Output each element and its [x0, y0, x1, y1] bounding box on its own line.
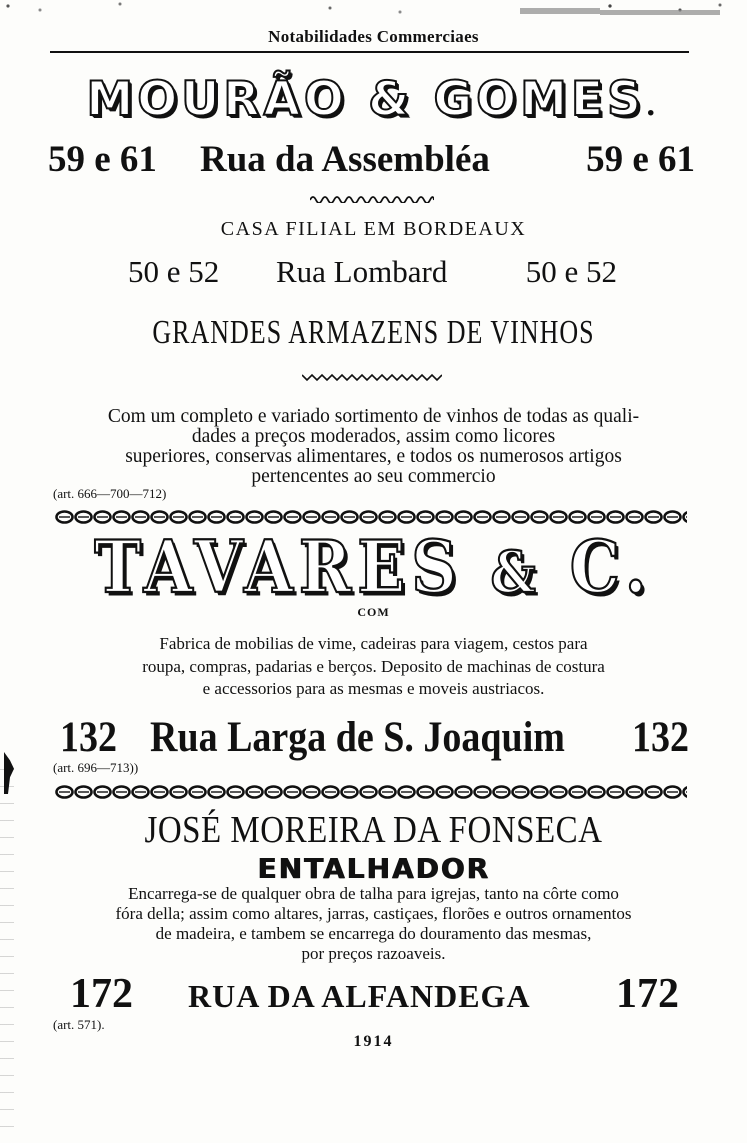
ad3-description-line: Encarrega-se de qualquer obra de talha para igrejas, tanto na côrte como: [128, 884, 619, 903]
ad1-description-line: superiores, conservas alimentares, e todos os numerosos artigos: [125, 446, 622, 467]
ad2-description-line: roupa, compras, padarias e berços. Deposito de machinas de costura: [142, 656, 605, 676]
ad2-business-name: [0, 524, 747, 609]
ad3-description-line: de madeira, e tambem se encarrega do douramento das mesmas,: [155, 924, 592, 943]
ad1-address-number-left: 59 e 61: [48, 139, 157, 180]
scan-mark: [600, 10, 720, 15]
ad1-branch-heading: CASA FILIAL EM BORDEAUX: [220, 218, 527, 240]
ad1-article-reference: (art. 666—700—712): [53, 486, 167, 501]
ad2-name-main: TAVARES: [94, 524, 463, 610]
chain-divider: [55, 783, 687, 801]
page-header-title: Notabilidades Commerciaes: [268, 27, 479, 46]
ornament-squiggle: [302, 372, 442, 382]
ad2-address-street: Rua Larga de S. Joaquim: [150, 713, 565, 762]
ad1-branch-number-left: 50 e 52: [128, 254, 220, 289]
ad3-description-line: fóra della; assim como altares, jarras, castiçaes, florões e outros ornamentos: [115, 904, 632, 923]
ad3-address-line: [70, 970, 679, 1020]
ad3-article-reference: (art. 571).: [53, 1017, 105, 1032]
ad2-address-number-left: 132: [60, 713, 117, 762]
header-rule: [50, 51, 689, 53]
ad1-name-period: .: [644, 74, 661, 126]
ad3-description: [50, 884, 697, 964]
ad2-name-end: C.: [569, 524, 653, 610]
ad3-business-name: JOSÉ MOREIRA DA FONSECA: [144, 810, 603, 852]
ad2-article-reference: (art. 696—713)): [53, 760, 139, 775]
ad1-address-street: Rua da Assembléa: [200, 139, 490, 180]
ad3-address-number-left: 172: [70, 971, 133, 1017]
ad3-address-street: RUA DA ALFANDEGA: [188, 978, 531, 1014]
scan-mark: [520, 8, 600, 14]
ad2-address-line: [60, 712, 689, 762]
ad1-description-line: Com um completo e variado sortimento de vinhos de todas as quali-: [107, 406, 640, 427]
ad2-address-number-right: 132: [632, 713, 689, 762]
ad2-description-line: Fabrica de mobilias de vime, cadeiras para viagem, cestos para: [159, 634, 588, 653]
ad2-description: [50, 633, 697, 701]
ad1-description: [50, 407, 697, 487]
ad1-address-line: [48, 138, 695, 184]
ornament-squiggle: [310, 193, 434, 203]
ad1-branch-number-right: 50 e 52: [525, 254, 617, 289]
ad1-tagline: GRANDES ARMAZENS DE VINHOS: [152, 313, 595, 351]
ad1-description-line: dades a preços moderados, assim como licores: [191, 426, 556, 447]
footer-year: 1914: [353, 1033, 394, 1050]
ad3-description-line: por preços razoaveis.: [301, 944, 446, 963]
ad1-business-name: [0, 72, 747, 127]
ad1-branch-street: Rua Lombard: [276, 254, 448, 289]
ad1-description-line: pertencentes ao seu commercio: [251, 466, 496, 487]
ad2-name-ampersand: &: [490, 537, 542, 606]
ad3-address-number-right: 172: [616, 971, 679, 1017]
ad3-trade: ENTALHADOR: [257, 852, 490, 885]
ad1-address-number-right: 59 e 61: [586, 139, 695, 180]
ad1-branch-address: [128, 254, 617, 294]
ad1-name-text: MOURÃO & GOMES: [86, 72, 645, 127]
ad2-com-label: COM: [357, 605, 390, 619]
ad2-description-line: e accessorios para as mesmas e moveis austriacos.: [202, 679, 545, 698]
